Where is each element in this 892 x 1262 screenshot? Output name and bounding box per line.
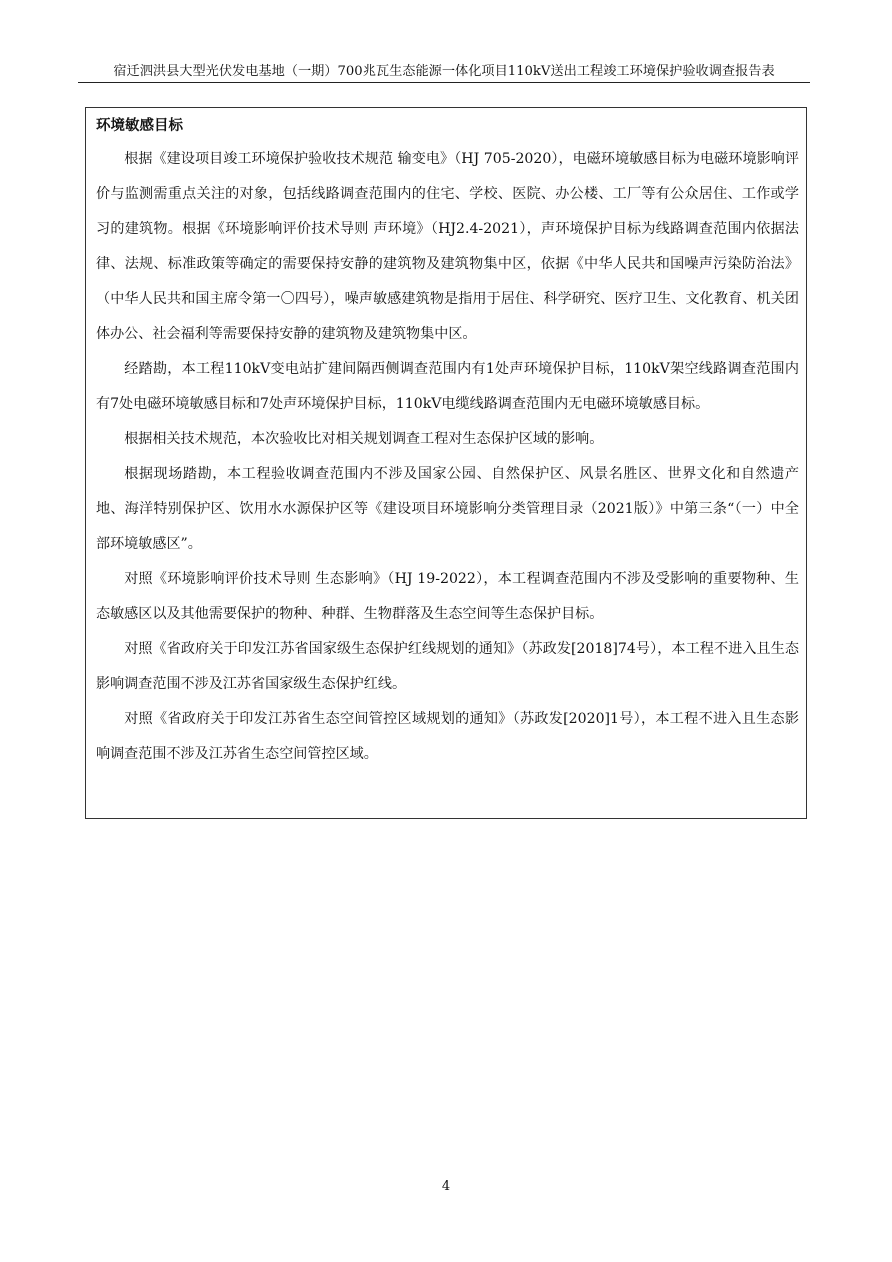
paragraph-survey-results: 经踏勘，本工程110kV变电站扩建间隔西侧调查范围内有1处声环境保护目标，110kV架空线路调查范围内有7处电磁环境敏感目标和7处声环境保护目标，110kV电缆线路调查范围内无电磁环境敏感目标。 bbox=[96, 361, 799, 412]
section-title: 环境敏感目标 bbox=[96, 118, 183, 134]
page-number: 4 bbox=[441, 1179, 451, 1194]
header-rule bbox=[78, 82, 810, 83]
paragraph-control-areas: 对照《省政府关于印发江苏省生态空间管控区域规划的通知》（苏政发[2020]1号），本工程不进入且生态影响调查范围不涉及江苏省生态空间管控区域。 bbox=[96, 711, 799, 762]
running-header: 宿迁泗洪县大型光伏发电基地（一期）700兆瓦生态能源一体化项目110kV送出工程竣工环境保护验收调查报告表 bbox=[113, 64, 775, 79]
paragraph-ecological-targets: 对照《环境影响评价技术导则 生态影响》（HJ 19-2022），本工程调查范围内不涉及受影响的重要物种、生态敏感区以及其他需要保护的物种、种群、生物群落及生态空间等生态保护目标。 bbox=[96, 571, 799, 622]
paragraph-standards: 根据《建设项目竣工环境保护验收技术规范 输变电》（HJ 705-2020），电磁环境敏感目标为电磁环境影响评价与监测需重点关注的对象，包括线路调查范围内的住宅、学校、医院、办公楼、工厂等有公众居住、工作或学习的建筑物。根据《环境影响评价技术导则 声环境》（HJ2.4-2021），声环境保护目标为线路调查范围内依据法律、法规、标准政策等确定的需要保持安静的建筑物及建筑物集中区，依据《中华人民共和国噪声污染防治法》（中华人民共和国主席令第一〇四号），噪声敏感建筑物是指用于居住、科学研究、医疗卫生、文化教育、机关团体办公、社会福利等需要保持安静的建筑物及建筑物集中区。 bbox=[96, 151, 799, 342]
paragraph-sensitive-areas: 根据现场踏勘，本工程验收调查范围内不涉及国家公园、自然保护区、风景名胜区、世界文化和自然遗产地、海洋特别保护区、饮用水水源保护区等《建设项目环境影响分类管理目录（2021版）》中第三条“（一）中全部环境敏感区”。 bbox=[96, 466, 799, 552]
paragraph-red-line: 对照《省政府关于印发江苏省国家级生态保护红线规划的通知》（苏政发[2018]74号），本工程不进入且生态影响调查范围不涉及江苏省国家级生态保护红线。 bbox=[96, 641, 799, 692]
paragraph-ecology-scope: 根据相关技术规范，本次验收比对相关规划调查工程对生态保护区域的影响。 bbox=[124, 431, 604, 447]
content-box bbox=[85, 107, 807, 819]
